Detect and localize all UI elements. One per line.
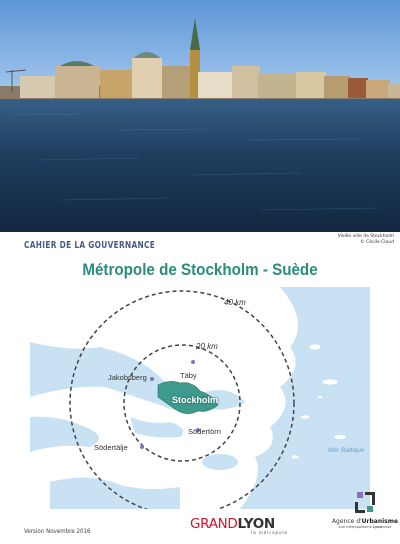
logo-lyon: LYON xyxy=(237,516,275,532)
agence-sub-bold: Lyon xyxy=(372,525,383,529)
agence-mark-icon xyxy=(349,490,381,516)
label-20km: 20 km xyxy=(196,342,218,351)
dot-taby xyxy=(191,360,195,364)
grandlyon-logo xyxy=(190,516,294,535)
agence-sub-suffix: naise xyxy=(382,525,392,529)
dot-jakobsberg xyxy=(150,377,154,381)
label-sodertalje: Södertälje xyxy=(94,443,128,452)
photo-copyright: © Cécile Cloud xyxy=(360,240,394,245)
agence-name-prefix: Agence d' xyxy=(331,518,362,525)
photo-caption: Vieille ville de Stockholm xyxy=(337,234,394,239)
water xyxy=(0,99,400,232)
agence-sub-prefix: aire métropolitaine xyxy=(338,525,373,529)
series-title: CAHIER DE LA GOUVERNANCE xyxy=(24,240,156,251)
version-text: Version Novembre 2016 xyxy=(24,527,91,535)
agence-name-bold: Urbanisme xyxy=(361,518,399,525)
photo-credit xyxy=(338,234,394,246)
label-40km: 40 km xyxy=(224,298,246,307)
label-jakobsberg: Jakobsberg xyxy=(108,373,147,382)
cover-photo xyxy=(0,0,400,232)
dot-sodertalje xyxy=(140,445,144,449)
label-sodertorn: Södertörn xyxy=(188,427,221,436)
logo-metropole: la métropole xyxy=(251,530,288,535)
logo-grand: GRAND xyxy=(190,516,238,532)
agence-logo xyxy=(330,490,400,529)
page-title: Métropole de Stockholm - Suède xyxy=(82,261,318,279)
label-sea: Mer Baltique xyxy=(328,447,365,454)
region-map xyxy=(30,287,370,509)
label-stockholm: Stockholm xyxy=(172,395,219,405)
label-taby: Täby xyxy=(180,371,197,380)
